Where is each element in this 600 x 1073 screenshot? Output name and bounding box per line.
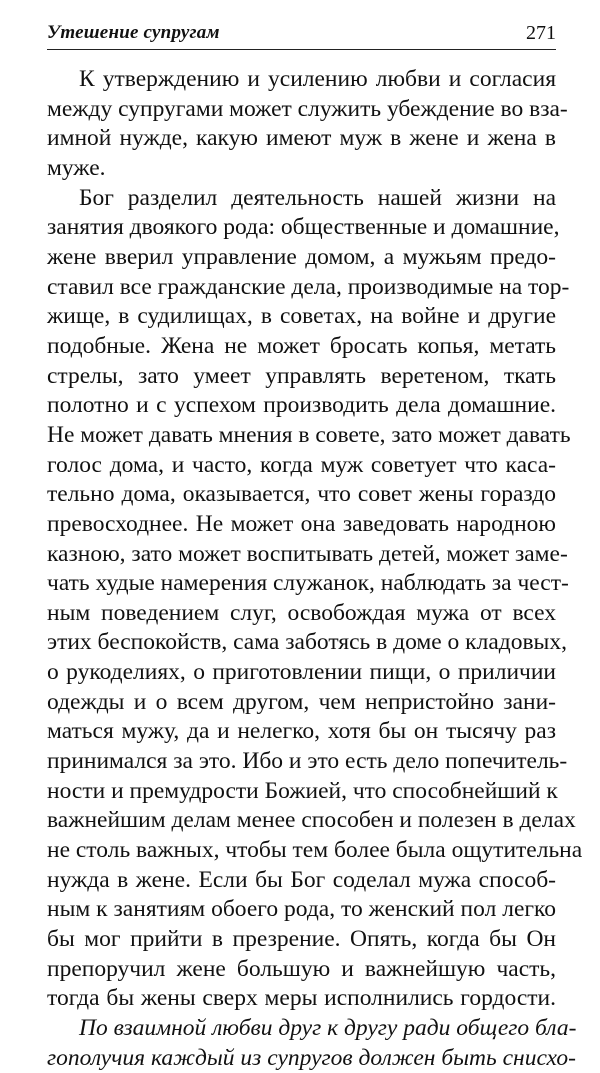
chapter-title: Утешение супругам	[47, 22, 220, 43]
text-line: бы мог прийти в презрение. Опять, когда бы Он	[47, 926, 556, 953]
text-line: ным поведением слуг, освобождая мужа от всех	[47, 599, 556, 626]
text-line: По взаимной любви друг к другу ради общего бла-	[79, 1015, 577, 1041]
text-line: полотно и с успехом производить дела домашние.	[47, 392, 556, 419]
text-line: ности и премудрости Божией, что способнейший к	[47, 777, 558, 804]
text-line: между супругами может служить убеждение во вза-	[47, 95, 568, 122]
running-head	[47, 22, 556, 50]
text-line: Не может давать мнения в совете, зато может давать	[47, 421, 571, 448]
text-line: жище, в судилищах, в советах, на войне и другие	[47, 303, 556, 330]
text-line: нужда в жене. Если бы Бог соделал мужа способ-	[47, 866, 556, 893]
text-line: подобные. Жена не может бросать копья, метать	[47, 332, 556, 359]
text-line: Бог разделил деятельность нашей жизни на	[79, 184, 556, 211]
text-line: казною, зато может воспитывать детей, может заме-	[47, 540, 568, 567]
page-number: 271	[526, 22, 556, 44]
text-line: препоручил жене большую и важнейшую часть,	[47, 955, 556, 982]
text-line: о рукоделиях, о приготовлении пищи, о приличии	[47, 659, 556, 686]
text-line: маться мужу, да и нелегко, хотя бы он тысячу раз	[47, 718, 556, 745]
text-line: стрелы, зато умеет управлять веретеном, ткать	[47, 362, 556, 389]
text-line: тогда бы жены сверх меры исполнились гордости.	[47, 985, 556, 1012]
text-line: чать худые намерения служанок, наблюдать за чест-	[47, 570, 569, 597]
paragraph-1	[47, 65, 568, 184]
text-line: гополучия каждый из супругов должен быть снисхо-	[47, 1044, 576, 1071]
text-line: жене вверил управление домом, а мужьям предо-	[47, 243, 556, 270]
text-line: не столь важных, чтобы тем более была ощутительна	[47, 837, 583, 864]
paragraph-2	[47, 184, 583, 1014]
text-line: важнейшим делам менее способен и полезен в делах	[47, 807, 576, 834]
text-line: тельно дома, оказывается, что совет жены гораздо	[47, 481, 556, 508]
body-text	[47, 65, 583, 1073]
text-line: ставил все гражданские дела, производимые на тор-	[47, 273, 570, 300]
text-line: этих беспокойств, сама заботясь в доме о кладовых,	[47, 629, 567, 656]
text-line: принимался за это. Ибо и это есть дело попечитель-	[47, 748, 568, 775]
text-line: муже.	[47, 154, 106, 181]
paragraph-3-italic	[47, 1014, 577, 1073]
text-line: одежды и о всем другом, чем непристойно зани-	[47, 688, 556, 715]
text-line: превосходнее. Не может она заведовать народною	[47, 510, 556, 537]
text-line: К утверждению и усилению любви и согласия	[79, 66, 556, 92]
text-line: занятия двоякого рода: общественные и домашние,	[47, 214, 560, 241]
text-line: ным к занятиям обоего рода, то женский пол легко	[47, 896, 556, 923]
text-line: голос дома, и часто, когда муж советует что каса-	[47, 451, 556, 478]
text-line: имной нужде, какую имеют муж в жене и жена в	[47, 125, 556, 152]
